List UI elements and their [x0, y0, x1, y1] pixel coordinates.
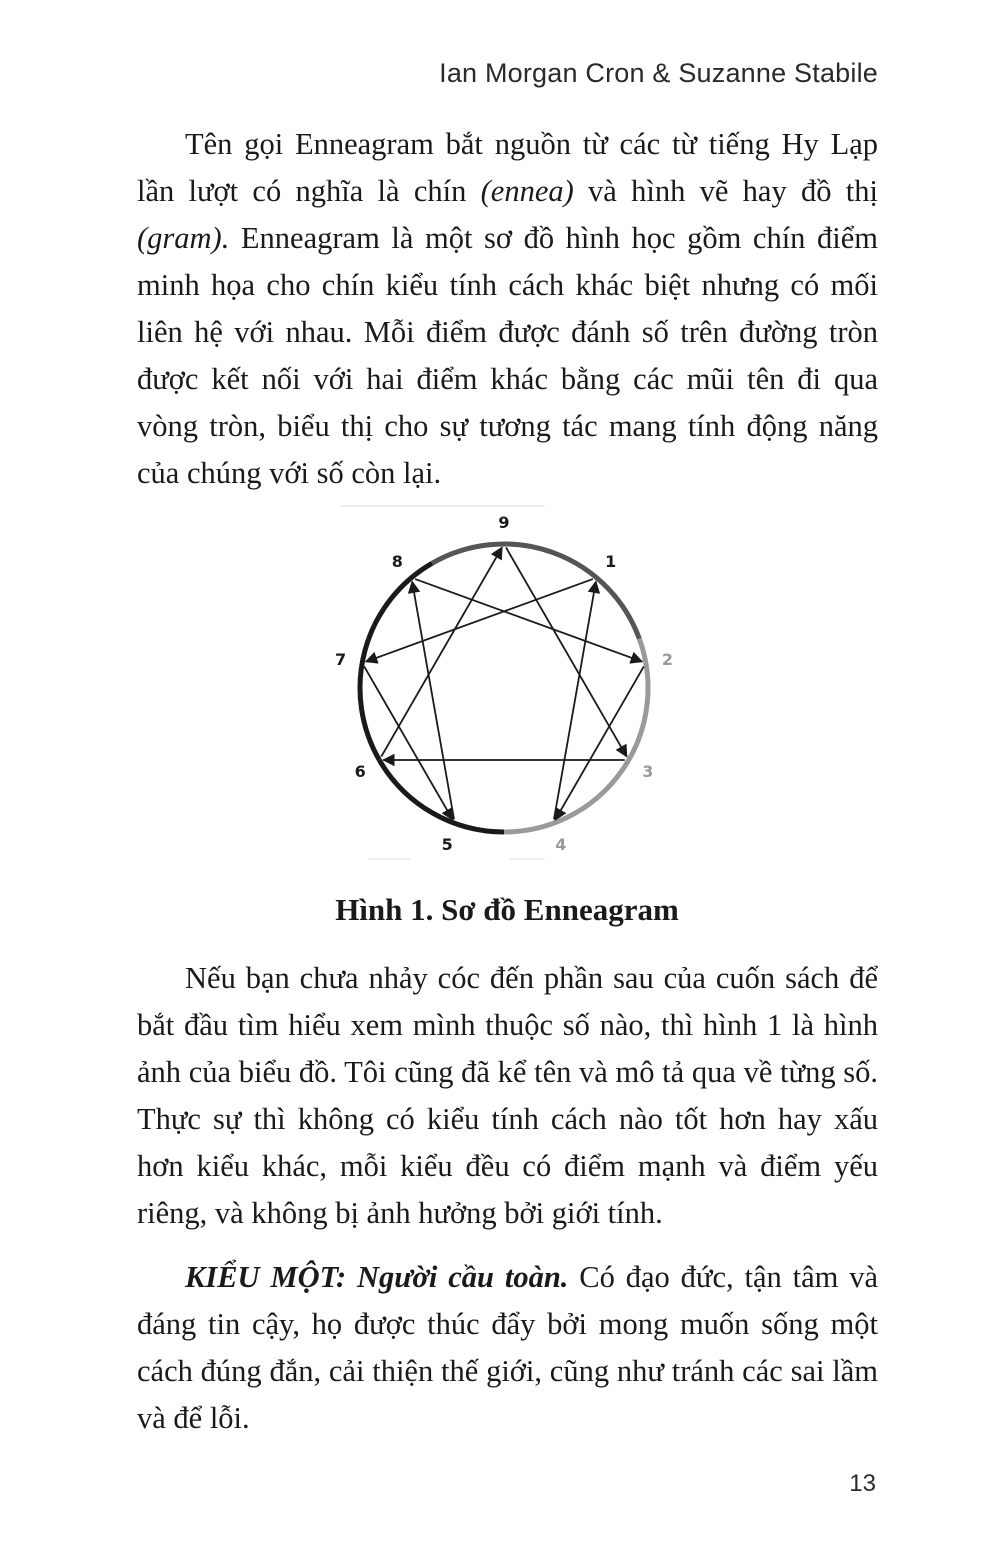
type-one-description: Có đạo đức, tận tâm và đáng tin cậy, họ được thúc đẩy bởi mong muốn sống một cách đúng đắn, cải thiện thế giới, cũng như tránh các sai lầm và để lỗi. — [137, 1260, 879, 1435]
paragraph-diagram-explanation-text: Nếu bạn chưa nhảy cóc đến phần sau của cuốn sách để bắt đầu tìm hiểu xem mình thuộc số nào, thì hình 1 là hình ảnh của biểu đồ. Tôi cũng đã kể tên và mô tả qua về từng số. Thực sự thì không có kiểu tính cách nào tốt hơn hay xấu hơn kiểu khác, mỗi kiểu đều có điểm mạnh và điểm yếu riêng, và không bị ảnh hưởng bởi giới tính. — [137, 961, 878, 1230]
paragraph-type-one — [137, 1254, 878, 1442]
paragraph-intro-italic-gram: (gram). — [137, 221, 230, 255]
paragraph-intro-italic-ennea: (ennea) — [480, 174, 574, 208]
point-label-1: 1 — [605, 551, 617, 571]
arrow-5-to-8 — [412, 582, 454, 820]
paragraph-diagram-explanation — [137, 955, 878, 1237]
arrow-9-to-3 — [506, 547, 627, 756]
arrow-4-to-1 — [554, 582, 596, 820]
enneagram-arrows — [364, 547, 644, 819]
paragraph-intro — [137, 121, 878, 497]
running-header: Ian Morgan Cron & Suzanne Stabile — [439, 58, 878, 88]
point-label-4: 4 — [555, 834, 567, 854]
point-label-8: 8 — [391, 551, 403, 571]
paragraph-intro-text-3: Enneagram là một sơ đồ hình học gồm chín điểm minh họa cho chín kiểu tính cách khác biệt nhưng có mối liên hệ với nhau. Mỗi điểm được đánh số trên đường tròn được kết nối với hai điểm khác bằng các mũi tên đi qua vòng tròn, biểu thị cho sự tương tác mang tính động năng của chúng với số còn lại. — [137, 221, 878, 490]
circle-arc-lower — [379, 760, 504, 832]
paragraph-intro-text-2: và hình vẽ hay đồ thị — [573, 174, 878, 208]
point-label-7: 7 — [334, 650, 347, 670]
point-label-9: 9 — [498, 513, 510, 532]
page-number: 13 — [849, 1470, 876, 1497]
point-label-5: 5 — [441, 834, 453, 854]
point-label-2: 2 — [661, 650, 674, 670]
enneagram-figure — [330, 500, 690, 868]
arrow-6-to-9 — [381, 547, 502, 756]
point-label-3: 3 — [642, 762, 654, 781]
figure-caption: Hình 1. Sơ đồ Enneagram — [335, 892, 679, 927]
enneagram-diagram — [330, 500, 690, 868]
enneagram-labels — [335, 513, 673, 854]
type-one-heading: KIỂU MỘT: Người cầu toàn. — [185, 1260, 569, 1294]
enneagram-circle — [360, 544, 648, 832]
paragraph-intro-text-1: Tên gọi Enneagram bắt nguồn từ các từ tiếng Hy Lạp lần lượt có nghĩa là chín — [137, 127, 878, 208]
point-label-6: 6 — [354, 762, 366, 781]
